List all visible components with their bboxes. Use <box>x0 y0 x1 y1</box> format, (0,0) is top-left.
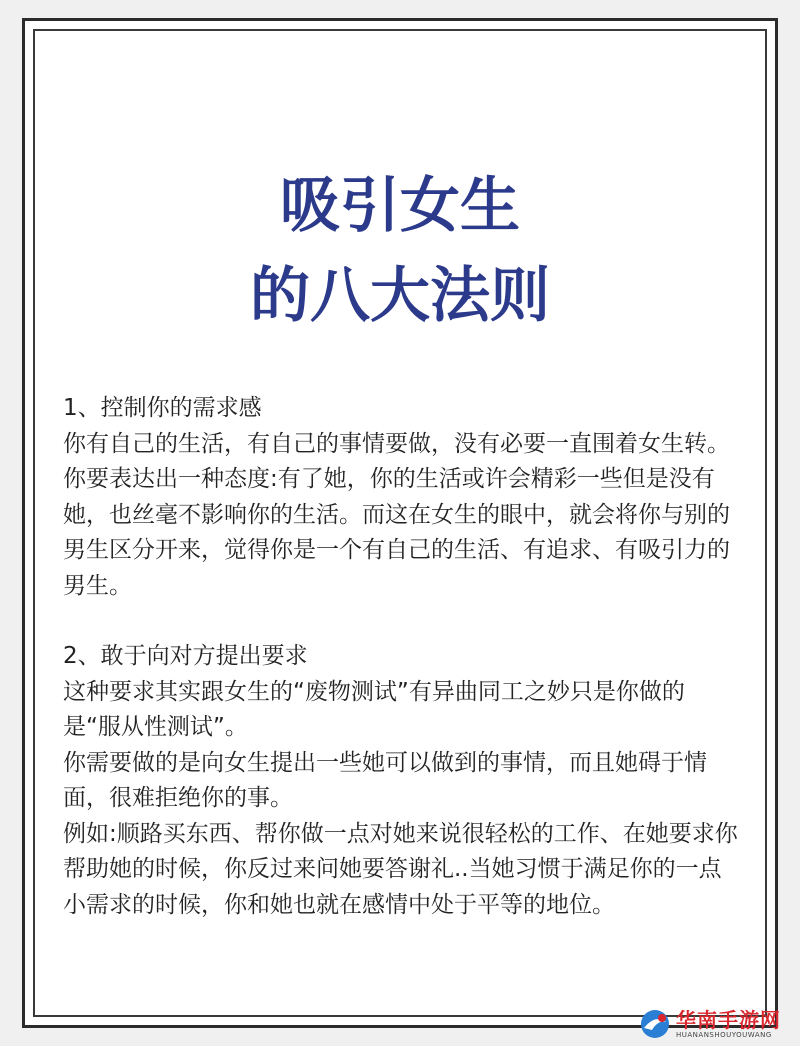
watermark-domain: HUANANSHOUYOUWANG <box>676 1031 772 1039</box>
document-title <box>25 161 775 341</box>
section-1 <box>63 391 741 604</box>
title-line-1: 吸引女生 <box>280 171 520 241</box>
section-heading: 1、控制你的需求感 <box>63 395 262 421</box>
section-heading: 2、敢于向对方提出要求 <box>63 643 308 669</box>
document-page <box>22 18 778 1028</box>
section-2 <box>63 639 741 923</box>
watermark-name: 华南手游网 <box>676 1008 781 1032</box>
watermark-logo-icon <box>638 1008 672 1040</box>
section-paragraph: 你有自己的生活，有自己的事情要做，没有必要一直围着女生转。你要表达出一种态度:有了她，你的生活或许会精彩一些但是没有她，也丝毫不影响你的生活。而这在女生的眼中，就会将你与别的男生区分开来，觉得你是一个有自己的生活、有追求、有吸引力的男生。 <box>63 430 730 599</box>
section-paragraph: 这种要求其实跟女生的“废物测试”有异曲同工之妙只是你做的是“服从性测试”。 <box>63 678 685 740</box>
section-paragraph: 例如:顺路买东西、帮你做一点对她来说很轻松的工作、在她要求你帮助她的时候，你反过来问她要答谢礼..当她习惯于满足你的一点小需求的时候，你和她也就在感情中处于平等的地位。 <box>63 820 738 918</box>
document-body <box>63 391 741 958</box>
site-watermark <box>638 1004 798 1044</box>
section-paragraph: 你需要做的是向女生提出一些她可以做到的事情，而且她碍于情面，很难拒绝你的事。 <box>63 749 707 811</box>
title-line-2: 的八大法则 <box>250 261 550 331</box>
